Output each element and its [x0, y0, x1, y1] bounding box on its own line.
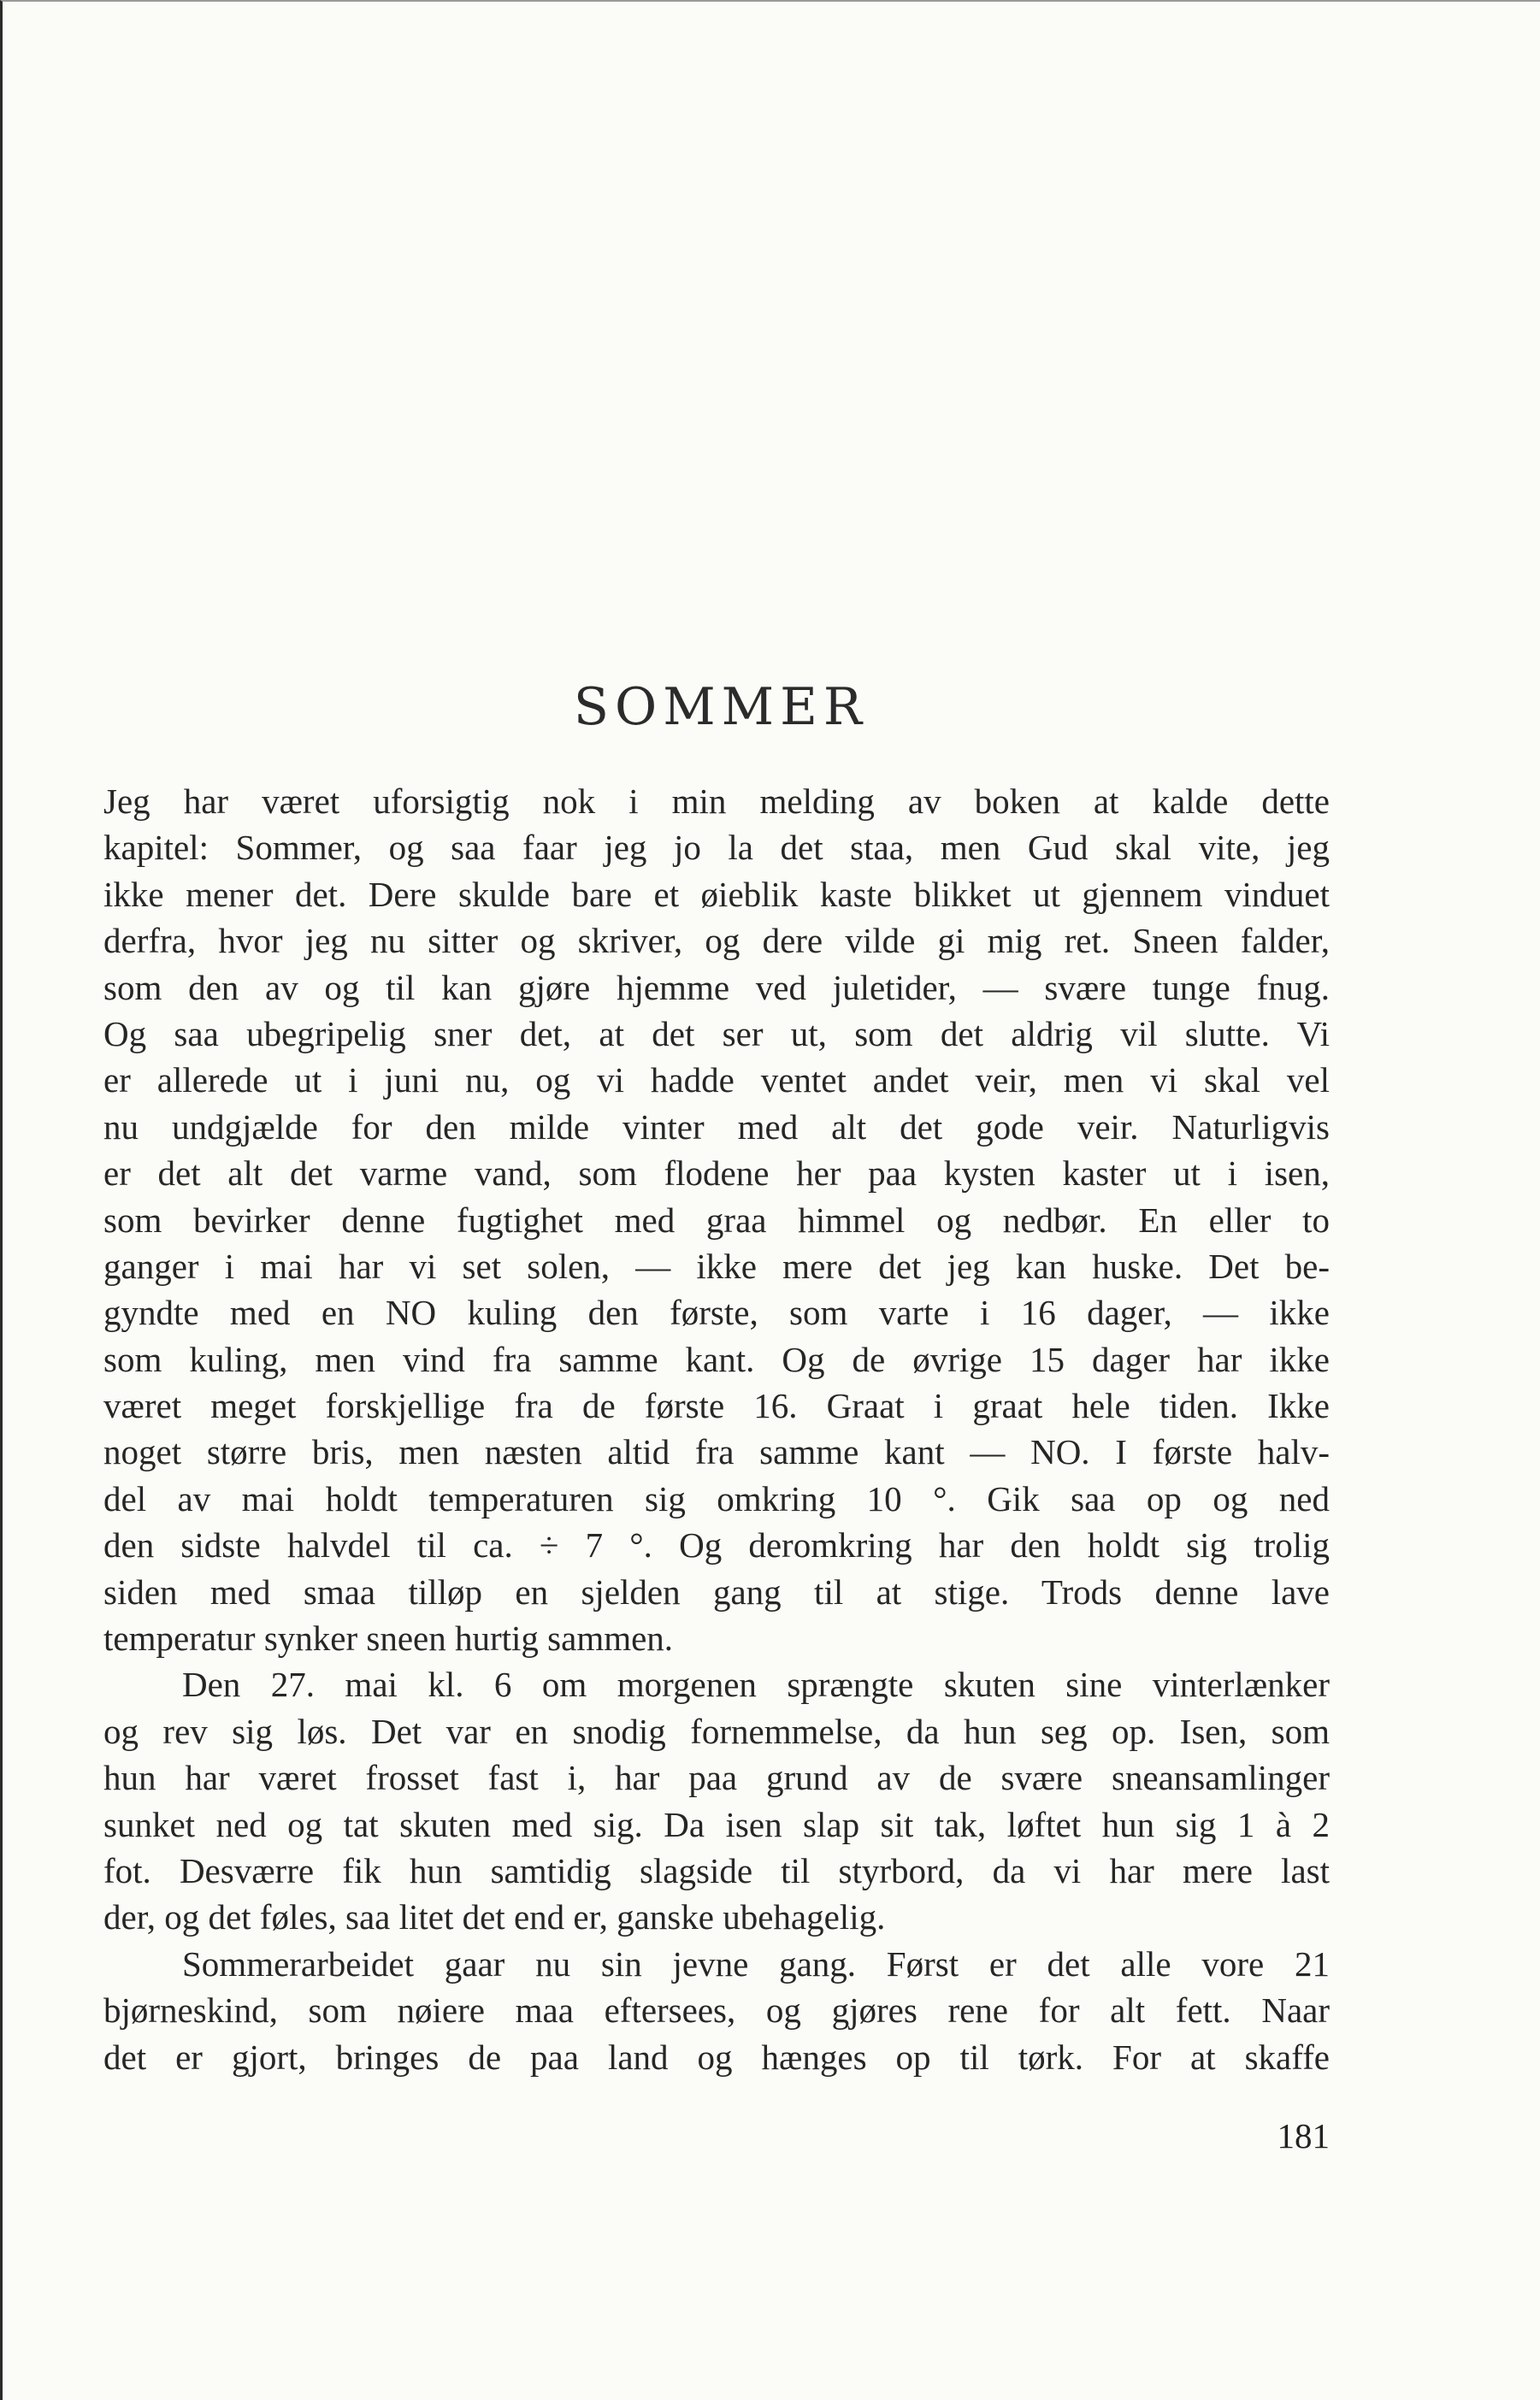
paragraph-1 — [103, 778, 1330, 1661]
text-line: der, og det føles, saa litet det end er, ganske ubehagelig. — [103, 1897, 886, 1937]
page-number: 181 — [1277, 2116, 1330, 2155]
text-line: temperatur synker sneen hurtig sammen. — [103, 1619, 674, 1659]
paragraph-2 — [103, 1661, 1330, 1940]
text-line: del av mai holdt temperaturen sig omkring 10 °. Gik saa op og ned — [103, 1478, 1330, 1518]
text-line: er det alt det varme vand, som flodene her paa kysten kaster ut i isen, — [103, 1153, 1330, 1194]
text-line: noget større bris, men næsten altid fra samme kant — NO. I første halv- — [103, 1432, 1330, 1472]
text-line: Den 27. mai kl. 6 om morgenen sprængte skuten sine vinterlænker — [182, 1665, 1330, 1705]
text-line: Og saa ubegripelig sner det, at det ser ut, som det aldrig vil slutte. Vi — [103, 1013, 1330, 1053]
body-text — [103, 778, 1330, 2080]
text-line: derfra, hvor jeg nu sitter og skriver, og dere vilde gi mig ret. Sneen falder, — [103, 921, 1330, 961]
chapter-title: SOMMER — [573, 677, 869, 737]
text-line: bjørneskind, som nøiere maa eftersees, og gjøres rene for alt fett. Naar — [103, 1990, 1330, 2031]
text-line: er allerede ut i juni nu, og vi hadde ventet andet veir, men vi skal vel — [103, 1060, 1330, 1100]
text-line: som kuling, men vind fra samme kant. Og de øvrige 15 dager har ikke — [103, 1339, 1330, 1379]
text-line: været meget forskjellige fra de første 16. Graat i graat hele tiden. Ikke — [103, 1386, 1330, 1426]
text-line: Jeg har været uforsigtig nok i min melding av boken at kalde dette — [103, 781, 1330, 821]
text-line: nu undgjælde for den milde vinter med alt det gode veir. Naturligvis — [103, 1106, 1330, 1147]
text-line: fot. Desværre fik hun samtidig slagside til styrbord, da vi har mere last — [103, 1850, 1330, 1890]
text-line: den sidste halvdel til ca. ÷ 7 °. Og deromkring har den holdt sig trolig — [103, 1525, 1330, 1566]
paragraph-3 — [103, 1941, 1330, 2080]
text-line: det er gjort, bringes de paa land og hænges op til tørk. For at skaffe — [103, 2037, 1330, 2077]
text-line: hun har været frosset fast i, har paa grund av de svære sneansamlinger — [103, 1758, 1330, 1798]
text-line: siden med smaa tilløp en sjelden gang til at stige. Trods denne lave — [103, 1571, 1330, 1612]
text-line: Sommerarbeidet gaar nu sin jevne gang. Først er det alle vore 21 — [182, 1943, 1330, 1984]
text-line: sunket ned og tat skuten med sig. Da isen slap sit tak, løftet hun sig 1 à 2 — [103, 1804, 1330, 1844]
text-line: som den av og til kan gjøre hjemme ved juletider, — svære tunge fnug. — [103, 967, 1330, 1007]
text-line: ganger i mai har vi set solen, — ikke mere det jeg kan huske. Det be- — [103, 1246, 1330, 1286]
text-line: kapitel: Sommer, og saa faar jeg jo la det staa, men Gud skal vite, jeg — [103, 828, 1330, 868]
text-line: og rev sig løs. Det var en snodig fornemmelse, da hun seg op. Isen, som — [103, 1711, 1330, 1751]
text-line: gyndte med en NO kuling den første, som varte i 16 dager, — ikke — [103, 1293, 1330, 1333]
text-line: som bevirker denne fugtighet med graa himmel og nedbør. En eller to — [103, 1200, 1330, 1240]
text-line: ikke mener det. Dere skulde bare et øieblik kaste blikket ut gjennem vinduet — [103, 874, 1330, 914]
